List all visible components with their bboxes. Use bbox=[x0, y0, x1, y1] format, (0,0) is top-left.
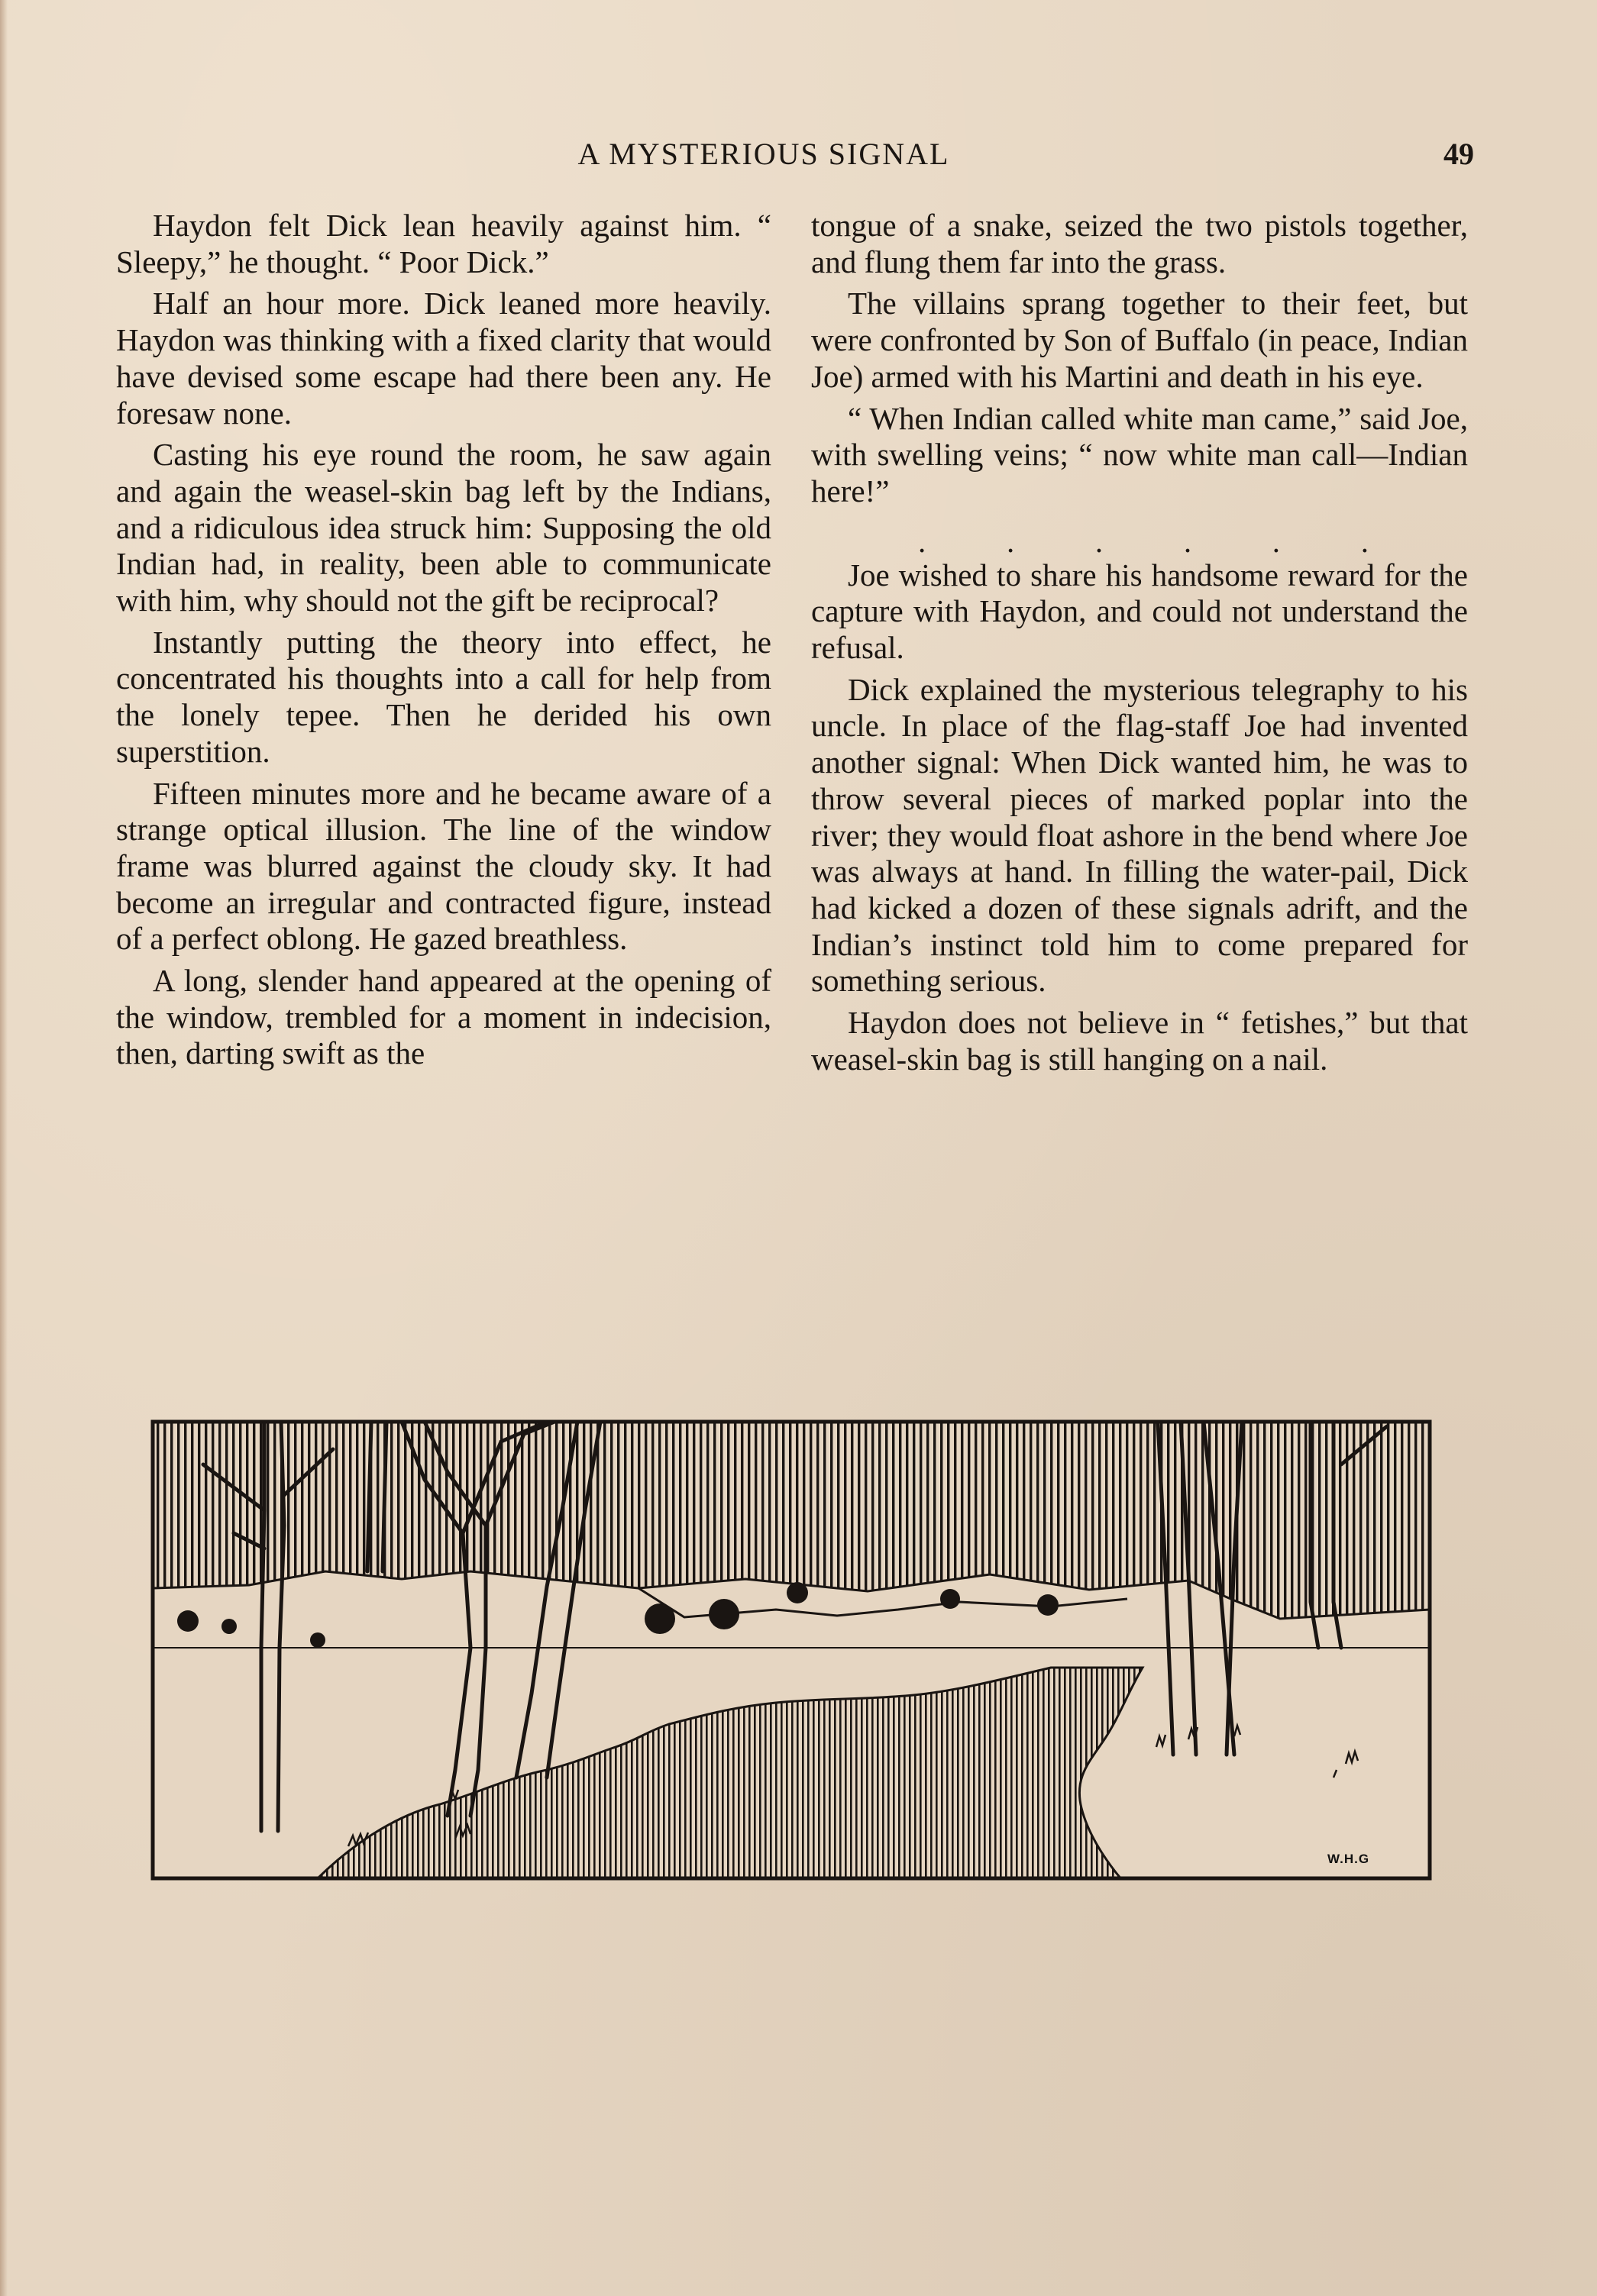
paragraph: Dick explained the mysterious telegraphy to his uncle. In place of the flag-staff Joe had invented another signal: When Dick wanted him, he was to throw several pieces of marked poplar into the river; they would float ashore in the bend where Joe was always at hand. In filling the water-pail, Dick had kicked a dozen of these signals adrift, and the Indian’s instinct told him to come prepared for something serious. bbox=[811, 671, 1468, 999]
section-break-dot: . bbox=[1094, 523, 1104, 559]
paragraph: Joe wished to share his handsome reward for the capture with Haydon, and could not understand the refusal. bbox=[811, 557, 1468, 666]
running-head bbox=[0, 136, 1597, 182]
section-break-dot: . bbox=[1183, 523, 1192, 559]
section-break-dot: . bbox=[1360, 523, 1369, 559]
paragraph: Casting his eye round the room, he saw again and again the weasel-skin bag left by the Indians, and a ridiculous idea struck him: Supposing the old Indian had, in reality, been able to communicate with him, why should not the gift be reciprocal? bbox=[116, 437, 771, 618]
left-text-column bbox=[116, 208, 771, 1077]
paragraph: Haydon does not believe in “ fetishes,” but that weasel-skin bag is still hanging on a nail. bbox=[811, 1005, 1468, 1077]
page-number: 49 bbox=[1443, 137, 1474, 171]
paragraph: Haydon felt Dick lean heavily against him. “ Sleepy,” he thought. “ Poor Dick.” bbox=[116, 208, 771, 279]
section-break-dot: . bbox=[1272, 523, 1280, 559]
paragraph: Half an hour more. Dick leaned more heavily. Haydon was thinking with a fixed clarity that would have devised some escape had there been any. He foresaw none. bbox=[116, 286, 771, 431]
illustrator-signature: W.H.G bbox=[1327, 1852, 1370, 1866]
section-break-dot: . bbox=[1006, 523, 1015, 559]
right-text-column bbox=[811, 208, 1468, 1083]
paragraph: The villains sprang together to their feet, but were confronted by Son of Buffalo (in peace, Indian Joe) armed with his Martini and death in his eye. bbox=[811, 286, 1468, 394]
paragraph: “ When Indian called white man came,” said Joe, with swelling veins; “ now white man call—Indian here!” bbox=[811, 400, 1468, 509]
paragraph: A long, slender hand appeared at the opening of the window, trembled for a moment in indecision, then, darting swift as the bbox=[116, 963, 771, 1071]
paragraph-continuation: tongue of a snake, seized the two pistols together, and flung them far into the grass. bbox=[811, 208, 1468, 279]
section-break-dot: . bbox=[918, 523, 926, 559]
section-break bbox=[811, 523, 1468, 559]
page-title: A MYSTERIOUS SIGNAL bbox=[577, 137, 950, 171]
woodcut-river-landscape-illustration bbox=[150, 1419, 1437, 1886]
paragraph: Instantly putting the theory into effect, he concentrated his thoughts into a call for help from the lonely tepee. Then he derided his own superstition. bbox=[116, 624, 771, 769]
paragraph: Fifteen minutes more and he became aware of a strange optical illusion. The line of the window frame was blurred against the cloudy sky. It had become an irregular and contracted figure, instead of a perfect oblong. He gazed breathless. bbox=[116, 775, 771, 957]
